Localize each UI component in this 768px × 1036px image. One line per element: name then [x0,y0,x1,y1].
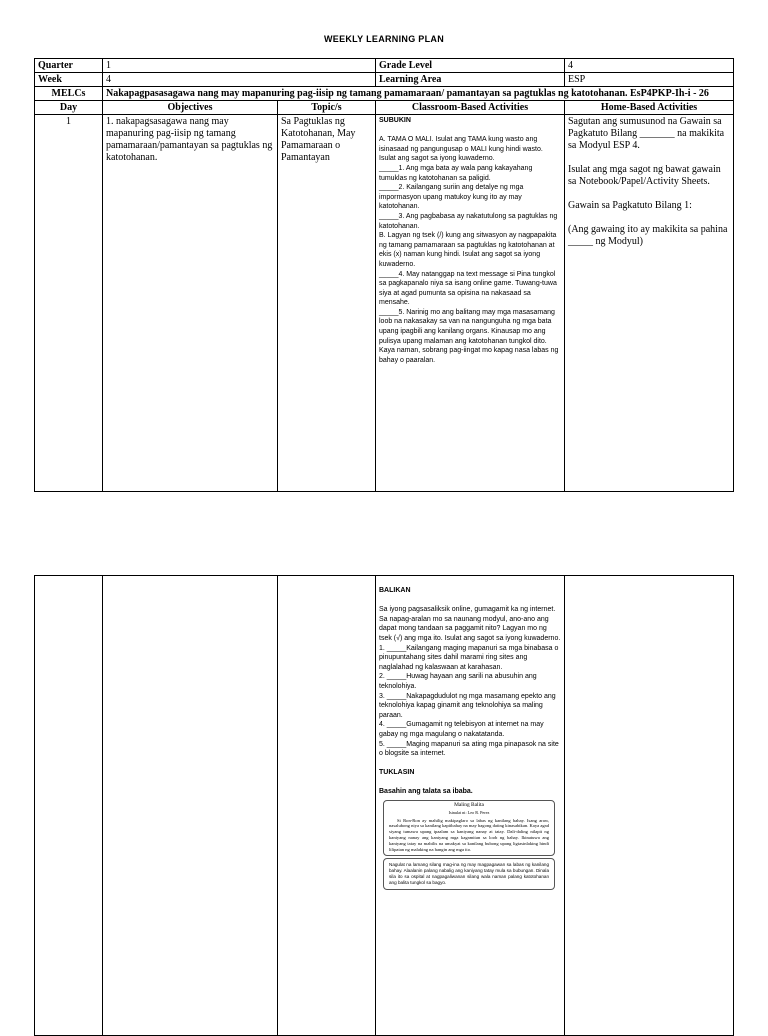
plan-table-page1 [34,58,734,492]
subukin-item: _____4. May natanggap na text message si Pina tungkol sa pagkapanalo niya sa isang online game. Tuwang-tuwa siya at agad pumunta sa opisina na nakasaad sa mensahe. [379,270,557,307]
balikan-item: 1. _____Kailangang maging mapanuri sa mga binabasa o pinupuntahang sites dahil marami ring sites ang naglalahad ng kalaswaan at karahasan. [379,644,559,671]
spacer [379,126,561,136]
subukin-item: A. TAMA O MALI. Isulat ang TAMA kung wasto ang isinasaad ng pangungusap o MALI kung hindi wasto. Isulat ang sagot sa iyong kuwaderno. [379,136,543,163]
story-body: Si Ron-Ron ay mahilig makipaglaro sa labas ng kanilang bahay. Isang araw, nasalubong niya sa kanilang kapitbahay na may bagong dating kinasabikan. Kaya agad siyang tumawa upang ipaalam sa kaniyang nanay at tatay. Dali-daling nilapit ng kaniyang nanay ang kaniyang mga kagamitan sa loob ng bahay. Ikinatuwa ang kaniyang tatay na mabilis na umakyat sa kanilang bubong upang ligtasinlaking hindi lilipatan ng malaking na hangin ang mga ito. [389,817,549,852]
plan-table-page2 [34,575,734,1036]
balikan-item: Sa iyong pagsasaliksik online, gumagamit ka ng internet. Sa napag-aralan mo sa naunang modyul, ano-ano ang dapat mong tandaan sa paggamit nito? Lagyan mo ng tsek (√) ang mga ito. Isulat ang sagot sa iyong kuwaderno. [379,606,561,642]
classroom-activities-cell-2 [376,576,565,1036]
balikan-item: 4. _____Gumagamit ng telebisyon at internet na may gabay ng mga magulang o nakatatanda. [379,721,544,738]
subukin-heading: SUBUKIN [379,117,411,124]
spacer [379,759,561,769]
topics-cell: Sa Pagtuklas ng Katotohanan, May Pamamaraan o Pamantayan [278,115,376,492]
tuklasin-instruction: Basahin ang talata sa ibaba. [379,788,473,796]
home-activities-cell [565,115,734,492]
home-line: (Ang gawaing ito ay makikita sa pahina _____ ng Modyul) [568,224,728,247]
col-objectives: Objectives [103,101,278,115]
area-value: ESP [565,73,734,87]
quarter-value: 1 [103,59,376,73]
day-cell: 1 [35,115,103,492]
col-home: Home-Based Activities [565,101,734,115]
story-title: Maling Balita [454,802,484,809]
spacer [568,212,730,224]
col-classroom: Classroom-Based Activities [376,101,565,115]
week-value: 4 [103,73,376,87]
balikan-item: 2. _____Huwag hayaan ang sarili na abusuhin ang teknolohiya. [379,673,537,690]
story-author: Isinulat ni: Leo R. Perez [448,809,490,815]
melcs-label: MELCs [35,87,103,101]
objectives-cell-empty [103,576,278,1036]
spacer [568,188,730,200]
subukin-item: _____1. Ang mga bata ay wala pang kakayahang tumuklas ng katotohanan sa paligid. [379,164,533,182]
area-label: Learning Area [376,73,565,87]
subukin-item: _____5. Narinig mo ang balitang may mga masasamang loob na nakasakay sa van na nangunguha ng mga bata upang ipagbili ang kanilang organs. Kinausap mo ang pulisya upang malaman ang katotohanan tungkol dito. Kaya naman, sobrang pag-iingat mo kapag nasa labas ng bahay o paaralan. [379,308,559,364]
week-label: Week [35,73,103,87]
spacer [568,152,730,164]
story-continuation-box: Nagulat na lamang silang mag-ina ng may magpagawan sa labas ng kanilang bahay. Alaalanin palang nabalig ang kaniyang tatay mula sa bubungan. Dinala sila ito sa ospital at nagpagaliwanan silang wala naman palang katotohanan ang balita tungkol sa bagyo. [383,858,555,889]
grade-label: Grade Level [376,59,565,73]
home-line: Gawain sa Pagkatuto Bilang 1: [568,200,692,211]
grade-value: 4 [565,59,734,73]
melcs-value: Nakapagpasasagawa nang may mapanuring pag-iisip ng tamang pamamaraan/ pamantayan sa pagtuklas ng katotohanan. EsP4PKP-Ih-i - 26 [103,87,734,101]
quarter-label: Quarter [35,59,103,73]
home-line: Sagutan ang sumusunod na Gawain sa Pagkatuto Bilang _______ na makikita sa Modyul ESP 4. [568,116,725,151]
subukin-item: _____3. Ang pagbabasa ay nakatutulong sa pagtuklas ng katotohanan. [379,212,558,230]
balikan-heading: BALIKAN [379,587,411,594]
home-cell-empty [565,576,734,1036]
balikan-item: 3. _____Nakapagdudulot ng mga masamang epekto ang teknolohiya kapag ginamit ang teknolohiya sa maling paraan. [379,692,556,719]
classroom-activities-cell [376,115,565,492]
subukin-item: _____2. Kailangang suriin ang detalye ng mga impormasyon upang matukoy kung ito ay may katotohanan. [379,184,524,211]
story-box [383,800,555,856]
objectives-cell: 1. nakapagsasagawa nang may mapanuring pag-iisip ng tamang pamamaraan/pamantayan sa pagtuklas ng katotohanan. [103,115,278,492]
day-cell-empty [35,576,103,1036]
spacer [379,778,561,788]
col-day: Day [35,101,103,115]
balikan-item: 5. _____Maging mapanuri sa ating mga pinapasok na site o blogsite sa internet. [379,740,559,758]
home-line: Isulat ang mga sagot ng bawat gawain sa Notebook/Papel/Activity Sheets. [568,164,721,187]
topics-cell-empty [278,576,376,1036]
tuklasin-heading: TUKLASIN [379,769,415,777]
col-topics: Topic/s [278,101,376,115]
subukin-item: B. Lagyan ng tsek (/) kung ang sitwasyon ay nagpapakita ng tamang pamamaraan sa pagtuklas ng katotohanan at ekis (x) naman kung hindi. Isulat ang sagot sa iyong kuwaderno. [379,232,557,268]
page-title: WEEKLY LEARNING PLAN [323,34,444,44]
spacer [379,596,561,606]
